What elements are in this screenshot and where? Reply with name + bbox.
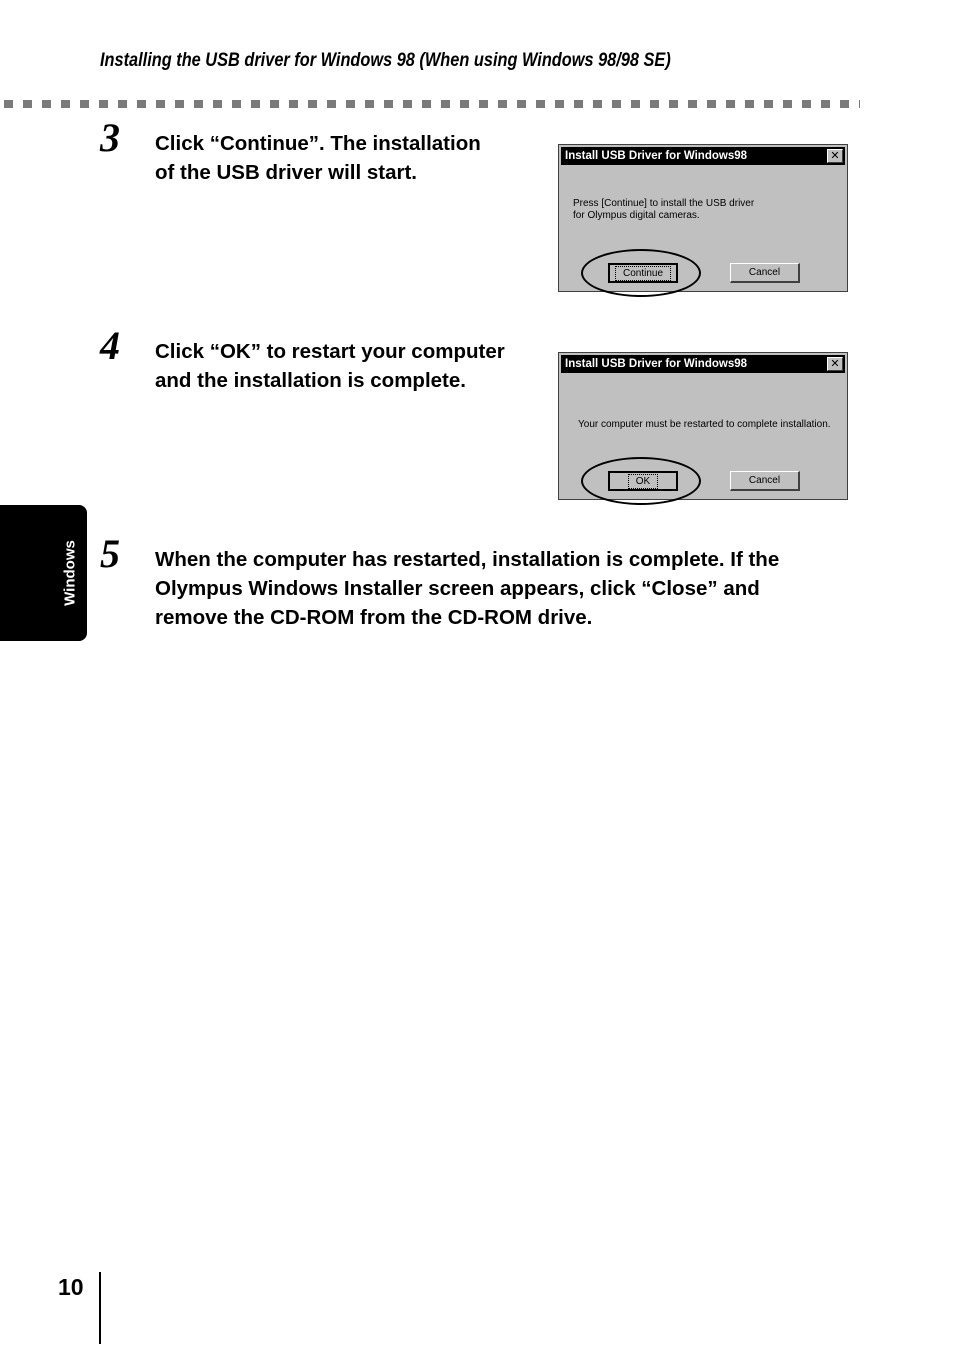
step-3-text <box>155 129 481 187</box>
step-3-number: 3 <box>100 115 120 160</box>
dialog-title-bar <box>561 355 845 373</box>
continue-button-label: Continue <box>617 268 669 279</box>
cancel-button[interactable] <box>730 471 800 491</box>
close-icon[interactable]: ✕ <box>827 357 843 371</box>
page-header: Installing the USB driver for Windows 98 (When using Windows 98/98 SE) <box>100 50 671 71</box>
step-3-line-2: of the USB driver will start. <box>155 161 417 184</box>
ok-button-label: OK <box>630 476 656 487</box>
dialog-message-line-2: for Olympus digital cameras. <box>573 210 700 221</box>
step-4-number: 4 <box>100 323 120 368</box>
step-5-line-3: remove the CD-ROM from the CD-ROM drive. <box>155 606 593 629</box>
page-number-rule <box>99 1272 101 1344</box>
step-4-text <box>155 337 505 395</box>
dialog-title-bar <box>561 147 845 165</box>
dialog-title: Install USB Driver for Windows98 <box>565 150 748 162</box>
step-4-line-1: Click “OK” to restart your computer <box>155 340 505 363</box>
close-icon[interactable]: ✕ <box>827 149 843 163</box>
dotted-divider <box>4 100 860 108</box>
highlight-circle <box>581 249 701 297</box>
cancel-button-label: Cancel <box>748 475 781 486</box>
dialog-message <box>573 198 754 222</box>
restart-dialog-screenshot <box>558 352 848 500</box>
dialog-message <box>578 419 831 431</box>
dialog-title: Install USB Driver for Windows98 <box>565 358 748 370</box>
dialog-message-line-1: Your computer must be restarted to complete installation. <box>578 419 831 430</box>
step-4-line-2: and the installation is complete. <box>155 369 466 392</box>
page-number: 10 <box>58 1274 84 1300</box>
dialog-message-line-1: Press [Continue] to install the USB driver <box>573 198 755 209</box>
step-5-text <box>155 545 779 632</box>
step-5-line-1: When the computer has restarted, installation is complete. If the <box>155 548 780 571</box>
step-3-line-1: Click “Continue”. The installation <box>155 132 481 155</box>
step-5-line-2: Olympus Windows Installer screen appears, click “Close” and <box>155 577 760 600</box>
highlight-circle <box>581 457 701 505</box>
continue-dialog-screenshot <box>558 144 848 292</box>
cancel-button[interactable] <box>730 263 800 283</box>
cancel-button-label: Cancel <box>748 267 781 278</box>
section-tab-label: Windows <box>61 540 79 606</box>
step-5-number: 5 <box>100 531 120 576</box>
